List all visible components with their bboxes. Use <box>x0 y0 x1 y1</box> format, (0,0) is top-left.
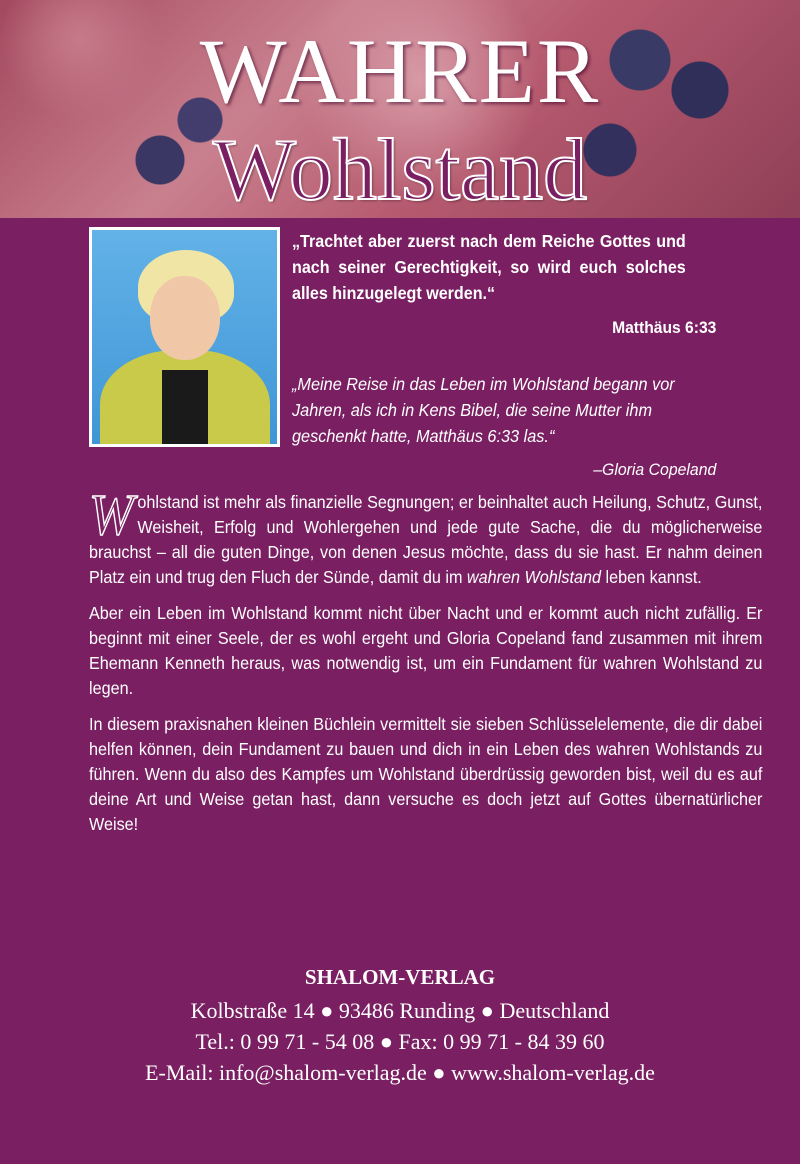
publisher-name: SHALOM-VERLAG <box>304 965 496 989</box>
title-line-1: WAHRER <box>199 20 601 122</box>
author-portrait <box>89 227 280 447</box>
bible-quote: „Trachtet aber zuerst nach dem Reiche Gottes und nach seiner Gerechtigkeit, so wird euch solches alles hinzugelegt werden.“ <box>292 231 686 303</box>
bible-reference: Matthäus 6:33 <box>611 318 716 337</box>
paragraph-2: Aber ein Leben im Wohlstand kommt nicht über Nacht und er kommt auch nicht zufällig. Er beginnt mit einer Seele, der es wohl ergeht und Gloria Copeland fand zusammen mit ihrem Ehemann Kenneth heraus, was notwendig ist, um ein Fundament für wahren Wohlstand zu legen. <box>89 603 763 698</box>
paragraph-3: In diesem praxisnahen kleinen Büchlein vermittelt sie sieben Schlüsselelemente, die dir dabei helfen können, dein Fundament zu bauen und dich in ein Leben des wahren Wohlstands zu führen. Wenn du also des Kampfes um Wohlstand überdrüssig geworden bist, weil du es auf deine Art und Weise getan hast, dann versuche es doch jetzt auf Gottes übernatürlicher Weise! <box>89 714 763 834</box>
title-line-2: Wohlstand <box>212 122 588 219</box>
description-text <box>89 482 763 848</box>
paragraph-1: Wohlstand ist mehr als finanzielle Segnungen; er beinhaltet auch Heilung, Schutz, Gunst, Weisheit, Erfolg und Wohlergehen und jede gute Sache, die du möglicherweise brauchst – all die guten Dinge, von denen Jesus möchte, dass du sie hast. Er nahm deinen Platz ein und trug den Fluch der Sünde, damit du im wahren Wohlstand leben kannst. <box>89 482 763 587</box>
publisher-address: Kolbstraße 14 ● 93486 Runding ● Deutschland <box>190 998 610 1023</box>
publisher-phone: Tel.: 0 99 71 - 54 08 ● Fax: 0 99 71 - 84 39 60 <box>195 1029 605 1054</box>
header-grape-image <box>0 0 800 218</box>
publisher-info <box>0 962 800 1088</box>
publisher-contact: E-Mail: info@shalom-verlag.de ● www.shalom-verlag.de <box>145 1060 655 1085</box>
author-quote: „Meine Reise in das Leben im Wohlstand begann vor Jahren, als ich in Kens Bibel, die seine Mutter ihm geschenkt hatte, Matthäus 6:33 las.“ <box>292 374 675 446</box>
emphasis-text: wahren Wohlstand <box>466 567 602 587</box>
author-attribution: –Gloria Copeland <box>592 460 716 479</box>
drop-cap: W <box>89 482 134 547</box>
